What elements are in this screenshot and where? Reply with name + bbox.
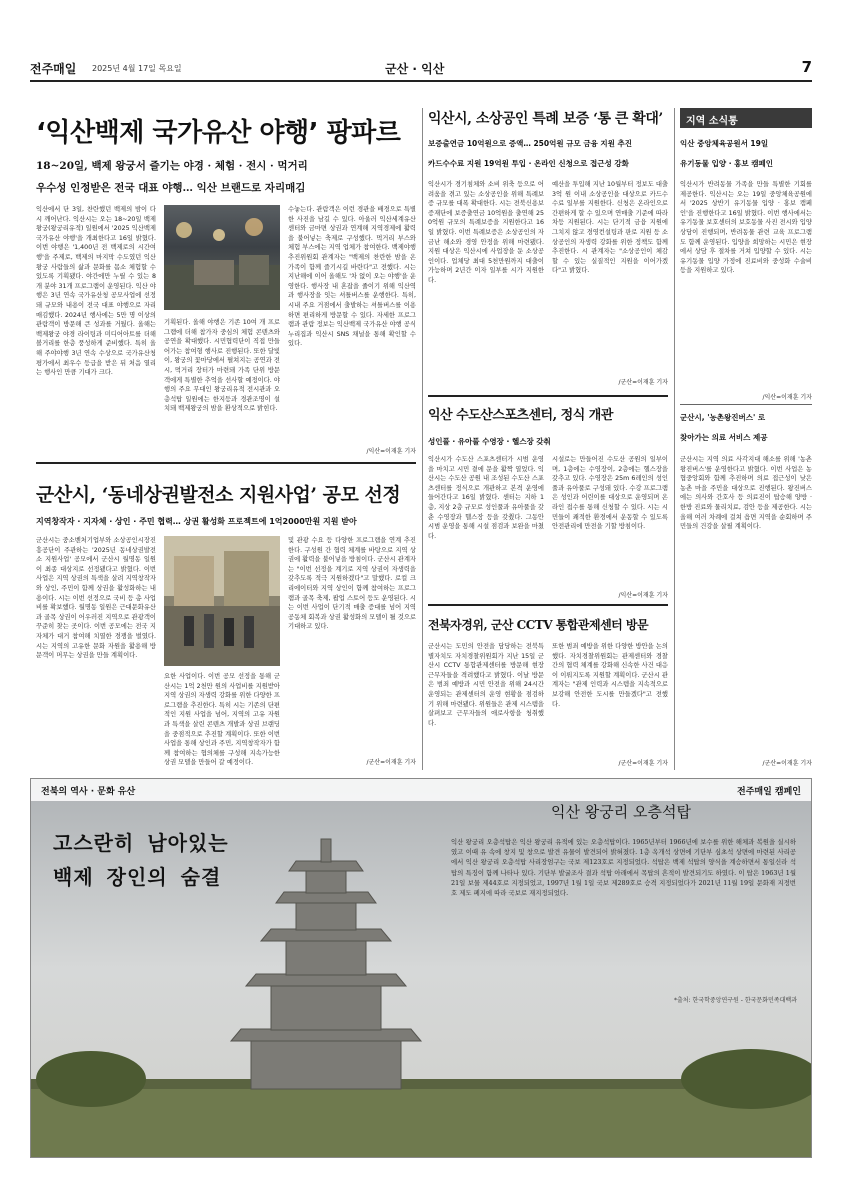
article5-byline: /군산=이재훈 기자 — [618, 760, 668, 767]
storefront-photo-scene — [164, 536, 280, 666]
article1-column-3: 수놓는다. 관람객은 이런 경관을 배경으로 특별한 사진을 남길 수 있다. 아울러 익산세계유산센터와 금마면 상권과 연계해 지역경제에 활력을 불어넣는 축제로 구성했다. 먹거리 부스와 체험 부스에는 지역 업체가 참여한다. 백제야행 추진위원회 관계자는 "백제의 찬란한 밤을 온 가족이 함께 즐기시길 바란다"고 전했다. 시는 지난해에 이어 올해도 '차 없이 오는 야행'을 운영한다. 행사장 내 혼잡을 줄이기 위해 익산역과 행사장을 잇는 셔틀버스를 운행한다. 특히, 시내 주요 거점에서 출발하는 셔틀버스를 이용하면 편리하게 방문할 수 있다. 자세한 프로그램과 관람 정보는 익산백제 국가유산 야행 공식 누리집과 익산시 SNS 채널을 통해 확인할 수 있다. — [288, 206, 416, 348]
page-number: 7 — [801, 58, 812, 76]
sidebar-headline-1: 익산 중앙체육공원서 19일 — [680, 139, 769, 148]
article1-column-2: 기획된다. 올해 야행은 기존 10여 개 프로그램에 더해 참가자 중심의 체험 콘텐츠와 공연을 확대했다. 시민협력단이 직접 만들어가는 참여형 행사로 진행된다. 또한 달빛이, 왕궁의 꽃마당에서 펼쳐지는 공연과 전시, 먹거리 장터가 마련돼 가족 단위 방문객에게 특별한 추억을 선사할 예정이다. 야행의 주요 무대인 왕궁리유적 전시관과 오층석탑 일원에는 한지등과 경관조명이 설치돼 백제왕궁의 밤을 환상적으로 밝힌다. — [164, 319, 280, 413]
feature-top-band — [31, 779, 812, 801]
article1-headline: ‘익산백제 국가유산 야행’ 팡파르 — [36, 118, 401, 148]
paper-name: 전주매일 — [30, 62, 77, 76]
storefront-photo — [164, 536, 280, 666]
sidebar-headline-2: 유기동물 입양 · 홍보 캠페인 — [680, 159, 773, 168]
divider-a3 — [428, 395, 668, 397]
article2-column-3: 및 관광 수요 등 다양한 프로그램을 연계 추진한다. 구성원 간 협력 체계를 바탕으로 지역 상권에 활력을 불어넣을 방침이다. 군산시 관계자는 "이번 선정을 계기로 지역 상권이 자생력을 갖추도록 적극 지원하겠다"고 말했다. 로컬 크리에이터와 지역 상인이 함께 참여하는 프로그램과 골목 축제, 팝업 스토어 등도 운영된다. 시는 이번 사업이 단기적 매출 증대를 넘어 지역 공동체 회복과 상권 활성화의 모델이 될 것으로 기대하고 있다. — [288, 537, 416, 631]
article4-column-1: 익산시가 수도산 스포츠센터가 시범 운영을 마치고 시민 곁에 문을 활짝 열었다. 익산시는 수도산 공원 내 조성된 수도산 스포츠센터를 정식으로 개관하고 본격 운영에 들어간다고 16일 밝혔다. 센터는 지하 1층, 지상 2층 규모로 성인풀과 유아풀을 갖춘 수영장과 헬스장 등을 갖췄다. 그동안 시범 운영을 통해 시설 점검과 보완을 마쳤다. — [428, 456, 544, 540]
article1-subhead-1: 18~20일, 백제 왕궁서 즐기는 야경 · 체험 · 전시 · 먹거리 — [36, 160, 308, 172]
column-divider-1 — [422, 108, 423, 770]
feature-title-2: 백제 장인의 숨결 — [53, 865, 222, 889]
feature-title-1: 고스란히 남아있는 — [53, 831, 229, 855]
divider-a1 — [36, 462, 416, 464]
sidebar-divider — [680, 404, 812, 405]
article4-column-2: 시설로는 만들어진 수도산 공원의 일부이며, 1층에는 수영장이, 2층에는 헬스장을 갖추고 있다. 수영장은 25m 6레인의 성인풀과 유아풀로 구성돼 있다. 수강 프로그램은 성인과 어린이를 대상으로 운영되며 온라인 접수를 통해 신청할 수 있다. 시는 시민들이 쾌적한 환경에서 운동할 수 있도록 안전관리에 만전을 기할 방침이다. — [552, 456, 668, 531]
article1-subhead-2: 우수성 인정받은 전국 대표 야행… 익산 브랜드로 자리매김 — [36, 182, 306, 194]
sidebar-byline-2: /군산=이재훈 기자 — [762, 760, 812, 767]
section-name: 군산 · 익산 — [385, 62, 445, 76]
article1-byline: /익산=이재훈 기자 — [366, 448, 416, 455]
sidebar-headline-4: 찾아가는 의료 서비스 제공 — [680, 433, 768, 442]
campaign-label: 전주매일 캠페인 — [737, 787, 801, 797]
feature-label: 전북의 역사 · 문화 유산 — [41, 787, 136, 797]
article2-byline: /군산=이재훈 기자 — [366, 759, 416, 766]
sidebar-headline-3: 군산시, '농촌왕진버스' 로 — [680, 413, 766, 422]
article4-byline: /익산=이재훈 기자 — [618, 592, 668, 599]
sidebar-tag-box — [680, 108, 812, 128]
article3-subhead-2: 카드수수료 지원 19억원 투입 · 온라인 신청으로 접근성 강화 — [428, 159, 629, 168]
caption-title: 익산 왕궁리 오층석탑 — [551, 803, 691, 821]
sidebar-text-1: 익산시가 반려동물 가족을 만들 특별한 기회를 제공한다. 익산시는 오는 19일 중앙체육공원에서 '2025 상반기 유기동물 입양 · 홍보 캠페인'을 진행한다고 16일 밝혔다. 이번 행사에서는 유기동물 보호센터의 보호동물 사진 전시와 입양 상담이 진행되며, 반려동물 관련 교육 프로그램도 함께 운영된다. 입양을 희망하는 시민은 현장에서 상담 후 절차를 거쳐 입양할 수 있다. 시는 유기동물 입양 가정에 진료비와 중성화 수술비 등을 지원하고 있다. — [680, 181, 812, 275]
sidebar-byline-1: /익산=이재훈 기자 — [762, 394, 812, 401]
article3-byline: /군산=이재훈 기자 — [618, 379, 668, 386]
article3-column-2: 예산을 투입해 지난 10월부터 정보도 대출 3억 원 이내 소상공인을 대상으로 카드수수료 일부를 지원한다. 신청은 온라인으로 간편하게 할 수 있으며 연매출 기준에 따라 차등 지원된다. 시는 단기적 금융 지원에 그치지 않고 경영컨설팅과 판로 지원 등 소상공인의 자생력 강화를 위한 정책도 함께 추진한다. 시 관계자는 "소상공인이 체감할 수 있는 실질적인 지원을 이어가겠다"고 밝혔다. — [552, 181, 668, 275]
column-divider-2 — [674, 108, 675, 770]
article5-headline: 전북자경위, 군산 CCTV 통합관제센터 방문 — [428, 618, 649, 632]
festival-photo-scene — [164, 205, 280, 310]
article4-headline: 익산 수도산스포츠센터, 정식 개관 — [428, 408, 613, 423]
masthead — [30, 56, 812, 82]
article2-column-2: 요한 사업이다. 이번 공모 선정을 통해 군산시는 1억 2천만 원의 사업비를 지원받아 지역 상권의 자생력 강화를 위한 다양한 프로그램을 추진한다. 특히 시는 기존의 단편적인 지원 사업을 넘어, 지역의 고유 자원과 특색을 살린 콘텐츠 개발과 상권 브랜딩을 중점적으로 추진할 계획이다. 또한 이번 사업을 통해 상인과 주민, 지역창작자가 함께 참여하는 협의체를 구성해 지속가능한 상권 모델을 만들어 갈 예정이다. — [164, 673, 280, 766]
issue-date: 2025년 4월 17일 목요일 — [92, 64, 182, 73]
feature-box — [30, 778, 812, 1158]
article3-subhead-1: 보증출연금 10억원으로 증액… 250억원 규모 금융 지원 추진 — [428, 139, 633, 148]
article2-headline: 군산시, ‘동네상권발전소 지원사업’ 공모 선정 — [36, 484, 401, 506]
article5-column-1: 군산시는 도민의 안전을 담당하는 전북특별자치도 자치경찰위원회가 지난 15일 군산시 CCTV 통합관제센터를 방문해 현장 근무자들을 격려했다고 밝혔다. 이날 방문은 범죄 예방과 시민 안전을 위해 24시간 운영되는 관제센터의 운영 현황을 점검하기 위해 마련됐다. 위원들은 관제 시스템을 살펴보고 근무자들의 애로사항을 청취했다. — [428, 643, 544, 727]
article4-subhead: 성인풀 · 유아풀 수영장 · 헬스장 갖춰 — [428, 437, 551, 446]
article3-headline: 익산시, 소상공인 특례 보증 ‘통 큰 확대’ — [428, 111, 663, 127]
article3-column-1: 익산시가 경기침체와 소비 위축 등으로 어려움을 겪고 있는 소상공인을 위해 특례보증 규모를 대폭 확대한다. 시는 전북신용보증재단에 보증출연금 10억원을 출연해 250억원 규모의 특례보증을 지원한다고 16일 밝혔다. 이번 특례보증은 소상공인의 자금난 해소와 경영 안정을 위해 마련됐다. 지원 대상은 익산시에 사업장을 둔 소상공인이다. 업체당 최대 5천만원까지 대출이 가능하며 2년간 이자 일부를 시가 지원한다. — [428, 181, 544, 284]
divider-a4 — [428, 604, 668, 606]
article5-column-2: 또한 범죄 예방을 위한 다양한 방안을 논의했다. 자치경찰위원회는 관제센터와 경찰 간의 협력 체계를 강화해 신속한 사건 대응이 이뤄지도록 지원할 계획이다. 군산시 관계자는 "관제 인력과 시스템을 지속적으로 보강해 안전한 도시를 만들겠다"고 전했다. — [552, 643, 668, 708]
sidebar-text-2: 군산시는 지역 의료 사각지대 해소를 위해 '농촌왕진버스'를 운영한다고 밝혔다. 이번 사업은 농협중앙회와 함께 추진하며 의료 접근성이 낮은 농촌 마을 주민을 대상으로 진행된다. 왕진버스에는 의사와 간호사 등 의료진이 탑승해 양방 · 한방 진료와 물리치료, 검안 등을 제공한다. 시는 올해 여러 차례에 걸쳐 읍면 지역을 순회하며 주민들의 건강을 살필 계획이다. — [680, 456, 812, 531]
sidebar-tag: 지역 소식통 — [686, 116, 738, 127]
article1-column-1: 익산에서 단 3일, 찬란했던 백제의 밤이 다시 깨어난다. 익산시는 오는 18~20일 백제왕궁(왕궁리유적) 일원에서 '2025 익산백제 국가유산 야행'을 개최한다고 16일 밝혔다. 이번 야행은 '1,400년 전 백제로의 시간여행'을 주제로, 백제의 마지막 수도였던 익산 왕궁 사람들의 삶과 문화를 몸소 체험할 수 있도록 기획됐다. 야간에만 누릴 수 있는 8개 분야 31개 프로그램이 운영된다. 익산 야행은 3년 연속 국가유산청 공모사업에 선정돼 규모와 내용이 전국 대표 야행으로 자리매김했다. 2024년 행사에는 5만 명 이상의 관람객이 방문해 큰 성과를 거뒀다. 올해는 백제왕궁 야경 라이팅과 미디어아트를 더해 볼거리를 한층 풍성하게 준비했다. 특히 올해 주야야행 3년 연속 수상으로 국가유산청 평가에서 최우수 등급을 받은 뒤 처음 열리는 행사인 만큼 기대가 크다. — [36, 206, 156, 377]
caption-text: 익산 왕궁리 오층석탑은 익산 왕궁리 유적에 있는 오층석탑이다. 1965년부터 1966년에 보수를 위한 해체과 복원을 실시하였고 이때 유 속에 창지 및 창으로 발견 유물이 발견되어 밝혀졌다. 1층 옥개석 상면에 기단부 심초석 상면에 마련된 사리공에서 익산 왕궁리 오층석탑 사리장엄구는 국보 제123호로 지정되었다. 석탑은 백제 석탑의 양식을 계승하면서 통일신라 석탑의 특징이 함께 나타나 있다. 기단부 발굴조사 결과 석탑 아래에서 목탑의 흔적이 발견되기도 하였다. 이 탑은 1963년 1월 21일 보물 제44호로 지정되었고, 1997년 1월 1일 국보 제289호로 승격 지정되었다가 2021년 11월 19일 문화재 지정번호 제도 폐지에 따라 국보로 재지정되었다. — [451, 838, 796, 898]
festival-photo — [164, 205, 280, 310]
article2-column-1: 군산시는 중소벤처기업부와 소상공인시장진흥공단이 주관하는 '2025년 동네상권발전소 지원사업' 공모에서 군산시 월명동 일원이 최종 대상지로 선정됐다고 밝혔다. 이번 사업은 지역 상권의 특색을 살려 지역창작자와 상인, 주민이 함께 상권을 활성화하는 내용이다. 시는 이번 선정으로 국비 등 총 사업비를 확보했다. 월명동 일원은 근대문화유산과 골목 상권이 어우러진 지역으로 관광객이 꾸준히 찾는 곳이다. 이번 공모에는 전국 지자체가 대거 참여해 치열한 경쟁을 벌였다. 시는 지역의 고유한 문화 자원을 활용해 방문객이 머무는 상권을 만들 계획이다. — [36, 537, 156, 660]
article2-subhead: 지역창작자 · 지자체 · 상인 · 주민 협력… 상권 활성화 프로젝트에 1억2000만원 지원 받아 — [36, 517, 357, 526]
caption-credit: *출처: 한국학중앙연구원 - 한국문화민족대백과 — [673, 997, 797, 1004]
